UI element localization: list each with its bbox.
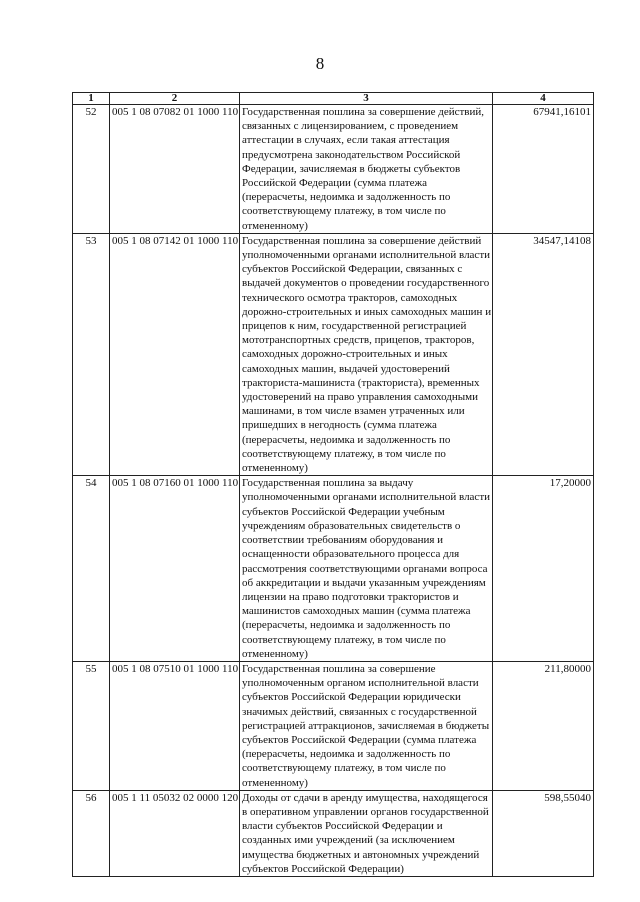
- description-line: субъектов Российской Федерации, связанных с: [242, 263, 463, 276]
- description-line: значимых действий, связанных с государственной: [242, 705, 477, 718]
- description-line: отмененному): [242, 776, 308, 789]
- column-header-2: 2: [110, 93, 240, 105]
- budget-code: 005 1 08 07082 01 1000 110: [110, 105, 240, 234]
- income-description: [240, 105, 493, 234]
- income-description: [240, 476, 493, 662]
- description-line: аттестации в случаях, если такая аттестация: [242, 134, 450, 147]
- description-line: Государственная пошлина за совершение действий: [242, 234, 482, 247]
- amount-value: 211,80000: [493, 661, 594, 790]
- description-line: технического осмотра тракторов, самоходных: [242, 291, 458, 304]
- description-line: машинами, в том числе взамен утраченных или: [242, 405, 465, 418]
- budget-code: 005 1 08 07142 01 1000 110: [110, 233, 240, 475]
- budget-code: 005 1 11 05032 02 0000 120: [110, 790, 240, 876]
- amount-value: 17,20000: [493, 476, 594, 662]
- budget-code: 005 1 08 07160 01 1000 110: [110, 476, 240, 662]
- description-line: соответствии требованиям оборудования и: [242, 534, 444, 547]
- budget-table: [72, 92, 594, 877]
- budget-code: 005 1 08 07510 01 1000 110: [110, 661, 240, 790]
- table-row: [73, 233, 594, 475]
- row-number: 56: [73, 790, 110, 876]
- table-body: [73, 105, 594, 877]
- description-line: мототранспортных средств, прицепов, тракторов,: [242, 334, 475, 347]
- column-header-3: 3: [240, 93, 493, 105]
- table-row: [73, 105, 594, 234]
- description-line: оснащенности образовательного процесса для: [242, 548, 460, 561]
- description-line: субъектов Российской Федерации юридически: [242, 691, 461, 704]
- description-line: Государственная пошлина за совершение действий,: [242, 106, 485, 118]
- description-line: Доходы от сдачи в аренду имущества, находящегося: [242, 791, 488, 804]
- description-line: лицензии на право подготовки трактористов и: [242, 590, 459, 603]
- amount-value: 67941,16101: [493, 105, 594, 234]
- table-row: [73, 790, 594, 876]
- description-line: учреждениям образовательных свидетельств о: [242, 519, 461, 532]
- description-line: уполномоченными органами исполнительной власти: [242, 491, 491, 504]
- description-line: самоходных машин, выдачей удостоверений: [242, 362, 450, 375]
- description-line: рассмотрения соответствующими органами вопроса: [242, 562, 488, 575]
- description-line: отмененному): [242, 462, 308, 475]
- description-line: соответствующему платежу, в том числе по: [242, 762, 446, 775]
- description-line: отмененному): [242, 219, 308, 232]
- description-line: власти субъектов Российской Федерации и: [242, 820, 443, 833]
- row-number: 55: [73, 661, 110, 790]
- row-number: 54: [73, 476, 110, 662]
- amount-value: 598,55040: [493, 790, 594, 876]
- page-number: 8: [315, 54, 325, 73]
- description-line: в оперативном управлении органов государственной: [242, 805, 489, 818]
- amount-value: 34547,14108: [493, 233, 594, 475]
- description-line: дорожно-строительных и иных самоходных машин и: [242, 305, 492, 318]
- description-line: (перерасчеты, недоимка и задолженность по: [242, 748, 451, 761]
- description-line: уполномоченными органами исполнительной власти: [242, 249, 491, 262]
- description-line: (перерасчеты, недоимка и задолженность по: [242, 191, 451, 204]
- description-line: соответствующему платежу, в том числе по: [242, 633, 446, 646]
- income-description: [240, 661, 493, 790]
- description-line: субъектов Российской Федерации): [242, 862, 404, 875]
- description-line: об аккредитации и выдачи указанным учреждениям: [242, 576, 486, 589]
- description-line: отмененному): [242, 647, 308, 660]
- description-line: Федерации, зачисляемая в бюджеты субъектов: [242, 162, 461, 175]
- description-line: (перерасчеты, недоимка и задолженность по: [242, 619, 451, 632]
- description-line: имущества бюджетных и автономных учреждений: [242, 848, 480, 861]
- description-line: соответствующему платежу, в том числе по: [242, 205, 446, 218]
- description-line: (перерасчеты, недоимка и задолженность по: [242, 433, 451, 446]
- description-line: самоходных дорожно-строительных и иных: [242, 348, 448, 361]
- description-line: Российской Федерации (сумма платежа: [242, 177, 428, 190]
- description-line: тракториста-машиниста (тракториста), временных: [242, 376, 480, 389]
- description-line: регистрацией аттракционов, зачисляемая в бюджеты: [242, 719, 490, 732]
- description-line: соответствующему платежу, в том числе по: [242, 447, 446, 460]
- table-row: [73, 661, 594, 790]
- income-description: [240, 790, 493, 876]
- row-number: 52: [73, 105, 110, 234]
- description-line: Государственная пошлина за выдачу: [242, 477, 414, 490]
- table-header-row: [73, 93, 594, 105]
- row-number: 53: [73, 233, 110, 475]
- column-header-1: 1: [73, 93, 110, 105]
- description-line: Государственная пошлина за совершение: [242, 662, 436, 675]
- income-description: [240, 233, 493, 475]
- column-header-4: 4: [493, 93, 594, 105]
- description-line: предусмотрена законодательством Российской: [242, 148, 461, 161]
- description-line: связанных с лицензированием, с проведением: [242, 120, 459, 133]
- description-line: субъектов Российской Федерации (сумма платежа: [242, 733, 477, 746]
- description-line: созданных ими учреждений (за исключением: [242, 834, 455, 847]
- description-line: прицепов к ним, государственной регистрацией: [242, 320, 467, 333]
- description-line: пришедших в негодность (сумма платежа: [242, 419, 437, 432]
- description-line: субъектов Российской Федерации учебным: [242, 505, 445, 518]
- description-line: удостоверений на право управления самоходными: [242, 391, 479, 404]
- description-line: выдачей документов о проведении государственного: [242, 277, 490, 290]
- description-line: уполномоченным органом исполнительной власти: [242, 677, 479, 690]
- description-line: машинистов самоходных машин (сумма платежа: [242, 605, 471, 618]
- table-row: [73, 476, 594, 662]
